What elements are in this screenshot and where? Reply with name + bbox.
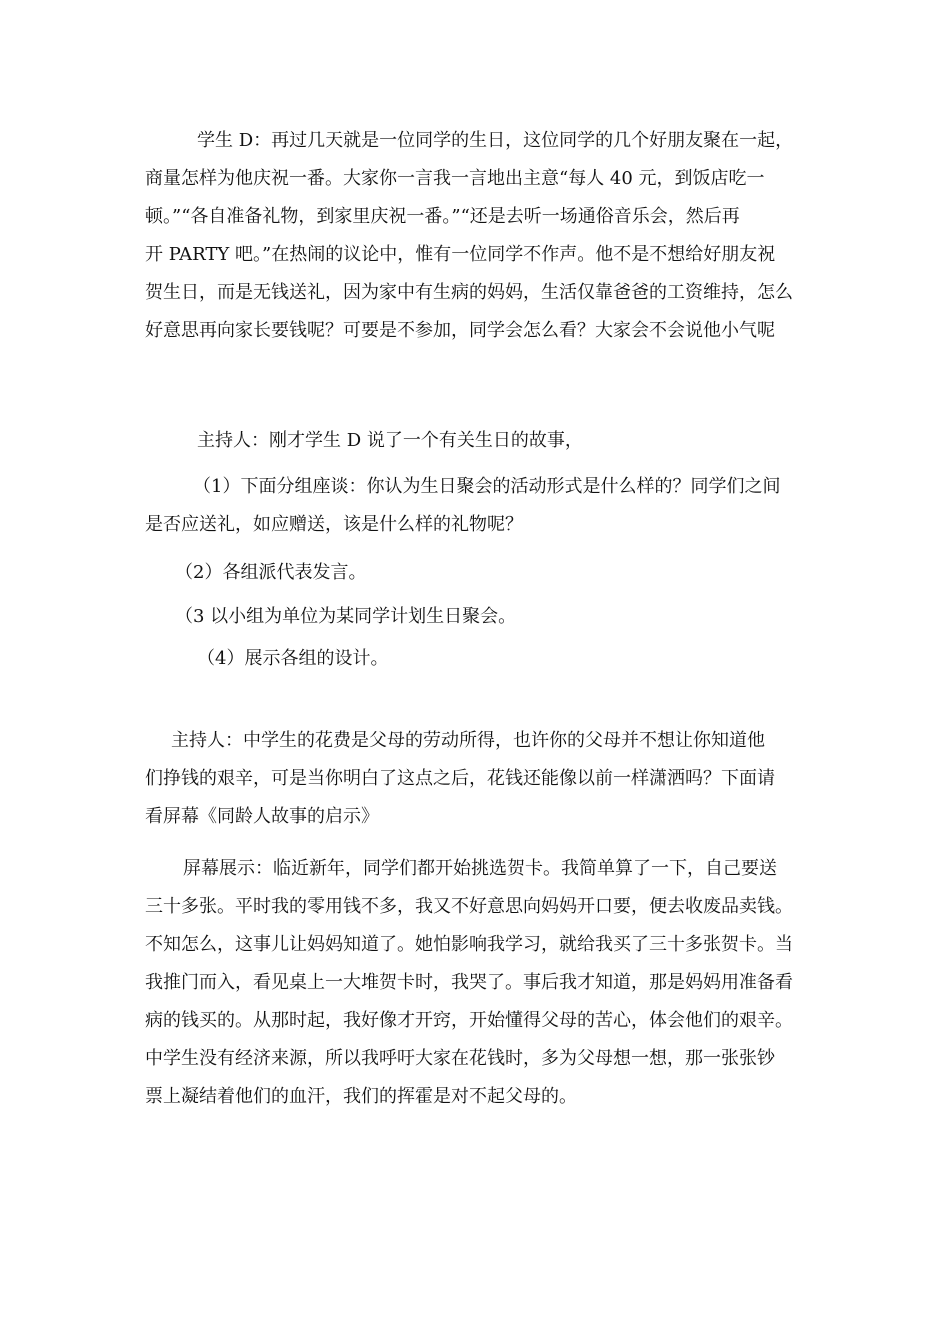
paragraph-step-1 <box>145 468 805 544</box>
paragraph-step-4 <box>145 640 805 678</box>
paragraph-host-intro <box>145 422 805 460</box>
text-line: （1）下面分组座谈：你认为生日聚会的活动形式是什么样的？同学们之间 <box>193 476 781 497</box>
text-line: 主持人：刚才学生 D 说了一个有关生日的故事， <box>197 430 583 451</box>
text-line: （2）各组派代表发言。 <box>175 562 367 583</box>
text-line: 主持人：中学生的花费是父母的劳动所得，也许你的父母并不想让你知道他 <box>171 730 765 751</box>
paragraph-host-parents <box>145 722 805 836</box>
text-line: 不知怎么，这事儿让妈妈知道了。她怕影响我学习，就给我买了三十多张贺卡。当 <box>145 934 793 955</box>
paragraph-student-d-story <box>145 122 805 350</box>
text-line: 开 PARTY 吧。”在热闹的议论中，惟有一位同学不作声。他不是不想给好朋友祝 <box>145 244 776 265</box>
text-line: 商量怎样为他庆祝一番。大家你一言我一言地出主意“每人 40 元，到饭店吃一 <box>145 168 765 189</box>
text-line: 学生 D：再过几天就是一位同学的生日，这位同学的几个好朋友聚在一起， <box>197 130 794 151</box>
paragraph-step-3 <box>145 598 805 636</box>
paragraph-step-2 <box>145 554 805 592</box>
text-line: 屏幕展示：临近新年，同学们都开始挑选贺卡。我简单算了一下，自己要送 <box>183 858 777 879</box>
text-line: 三十多张。平时我的零用钱不多，我又不好意思向妈妈开口要，便去收废品卖钱。 <box>145 896 793 917</box>
text-line: 是否应送礼，如应赠送，该是什么样的礼物呢？ <box>145 514 523 535</box>
text-line: （4）展示各组的设计。 <box>197 648 389 669</box>
text-line: 看屏幕《同龄人故事的启示》 <box>145 806 379 827</box>
text-line: 我推门而入，看见桌上一大堆贺卡时，我哭了。事后我才知道，那是妈妈用准备看 <box>145 972 793 993</box>
text-line: 病的钱买的。从那时起，我好像才开窍，开始懂得父母的苦心，体会他们的艰辛。 <box>145 1010 793 1031</box>
text-line: 贺生日，而是无钱送礼，因为家中有生病的妈妈，生活仅靠爸爸的工资维持，怎么 <box>145 282 793 303</box>
text-line: 好意思再向家长要钱呢？可要是不参加，同学会怎么看？大家会不会说他小气呢 <box>145 320 775 341</box>
text-line: 票上凝结着他们的血汗，我们的挥霍是对不起父母的。 <box>145 1086 577 1107</box>
text-line: 中学生没有经济来源，所以我呼吁大家在花钱时，多为父母想一想，那一张张钞 <box>145 1048 775 1069</box>
paragraph-screen-story <box>145 850 805 1116</box>
text-line: 们挣钱的艰辛，可是当你明白了这点之后，花钱还能像以前一样潇洒吗？下面请 <box>145 768 775 789</box>
text-line: （3 以小组为单位为某同学计划生日聚会。 <box>175 606 517 627</box>
text-line: 顿。”“各自准备礼物，到家里庆祝一番。”“还是去听一场通俗音乐会，然后再 <box>145 206 740 227</box>
